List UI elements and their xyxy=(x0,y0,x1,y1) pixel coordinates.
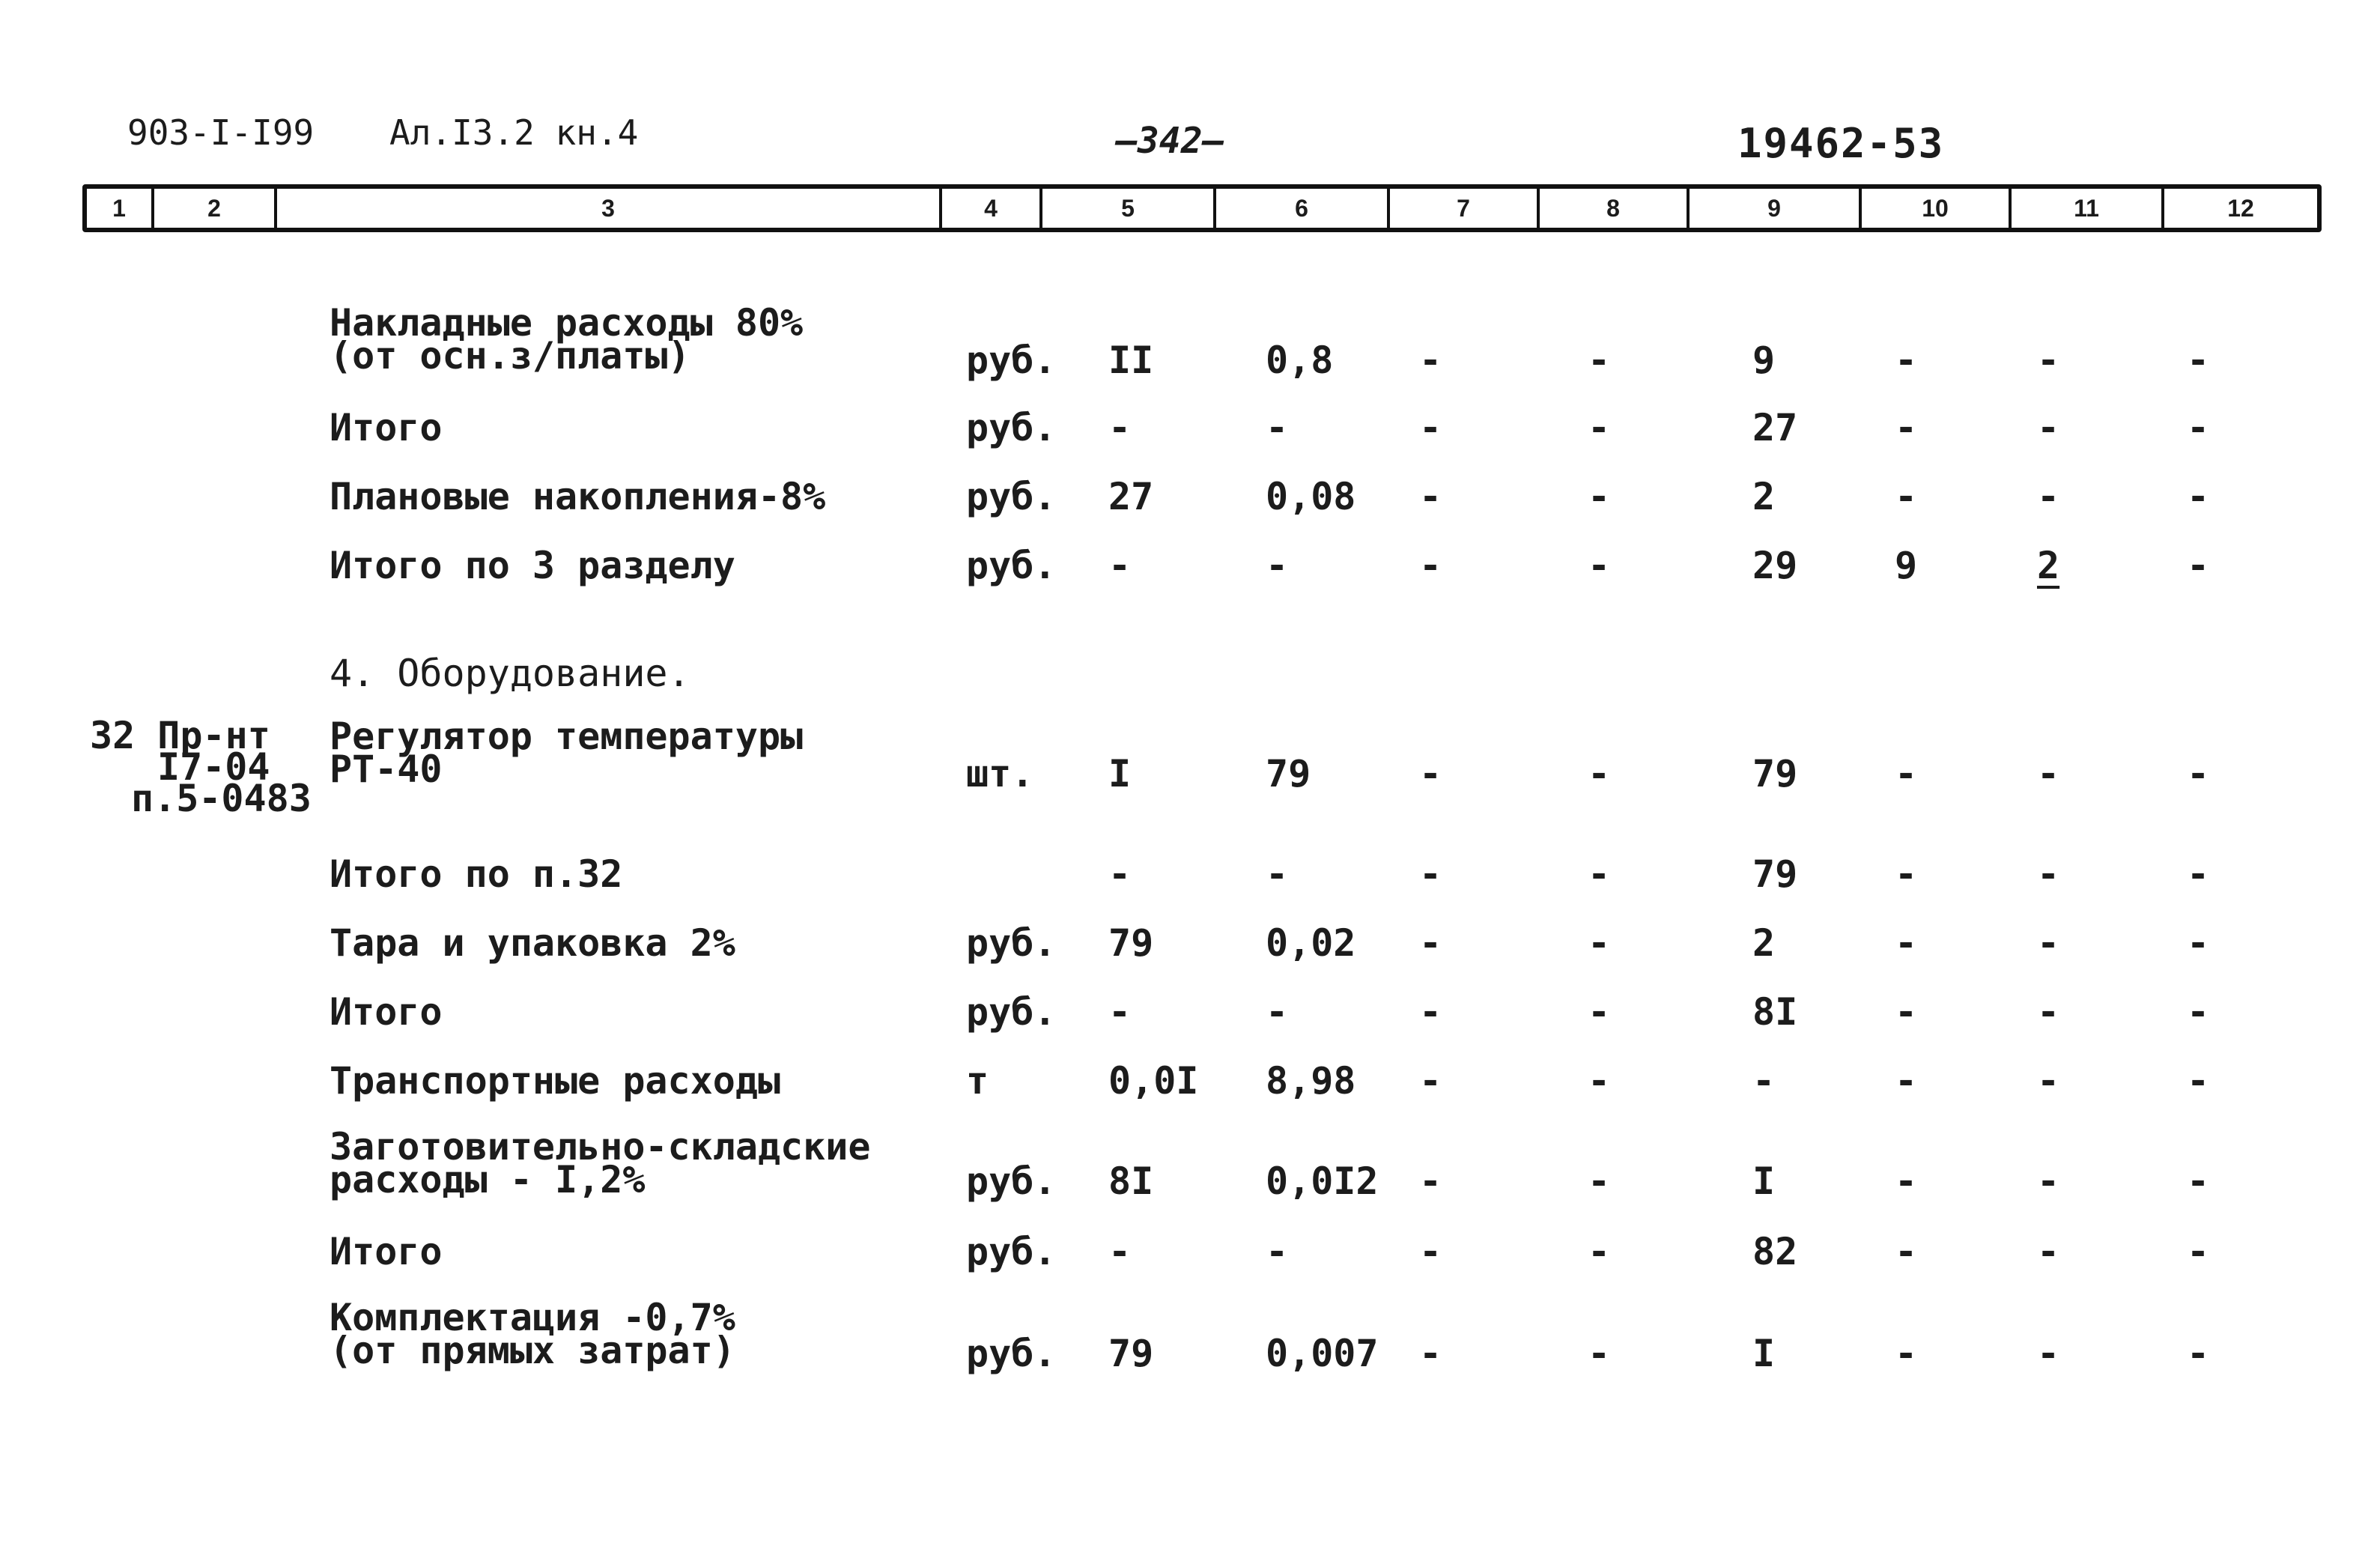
col-7-value: - xyxy=(1419,752,1442,795)
col-8-value: - xyxy=(1588,1332,1611,1375)
column-number: 6 xyxy=(1216,189,1390,228)
col-7-value: - xyxy=(1419,921,1442,965)
quantity: 79 xyxy=(1108,921,1154,965)
quantity: - xyxy=(1108,544,1132,587)
quantity: - xyxy=(1108,406,1132,449)
col-10-value: - xyxy=(1895,1332,1918,1375)
column-number: 10 xyxy=(1862,189,2012,228)
col-10-value: - xyxy=(1895,752,1918,795)
item-name: Итого xyxy=(330,406,443,449)
col-7-value: - xyxy=(1419,475,1442,518)
table-row xyxy=(0,1230,2380,1302)
table-row xyxy=(0,714,2380,820)
quantity: II xyxy=(1108,339,1154,382)
quantity: I xyxy=(1108,752,1132,795)
unit-cost: - xyxy=(1266,544,1289,587)
col-11-value: - xyxy=(2037,1160,2060,1203)
col-8-value: - xyxy=(1588,1230,1611,1273)
col-12-value: - xyxy=(2187,921,2210,965)
col-11-value: - xyxy=(2037,752,2060,795)
col-11-value: - xyxy=(2037,921,2060,965)
unit: руб. xyxy=(966,1160,1057,1203)
item-name: Заготовительно-складские xyxy=(330,1125,871,1168)
col-11-value: - xyxy=(2037,990,2060,1034)
unit-cost: - xyxy=(1266,406,1289,449)
item-name-cont: (от осн.з/платы) xyxy=(330,334,690,378)
item-name: Итого по 3 разделу xyxy=(330,544,735,587)
col-10-value: - xyxy=(1895,990,1918,1034)
unit: руб. xyxy=(966,921,1057,965)
col-7-value: - xyxy=(1419,990,1442,1034)
item-name: Итого xyxy=(330,1230,443,1273)
unit-cost: 0,02 xyxy=(1266,921,1356,965)
item-code-cont: I7-04 xyxy=(157,745,270,789)
col-7-value: - xyxy=(1419,852,1442,896)
col-9-value: 82 xyxy=(1752,1230,1798,1273)
album-reference: Ал.I3.2 кн.4 xyxy=(389,112,639,153)
col-9-value: 79 xyxy=(1752,852,1798,896)
col-8-value: - xyxy=(1588,339,1611,382)
col-8-value: - xyxy=(1588,852,1611,896)
item-name-cont: РТ-40 xyxy=(330,748,443,791)
quantity: 0,0I xyxy=(1108,1059,1199,1103)
item-code: 32 Пр-нт xyxy=(90,714,270,757)
item-name: Транспортные расходы xyxy=(330,1059,781,1103)
col-9-value: 2 xyxy=(1752,921,1776,965)
column-number: 5 xyxy=(1042,189,1216,228)
col-11-value: - xyxy=(2037,339,2060,382)
col-11-value: - xyxy=(2037,1332,2060,1375)
item-name: Итого по п.32 xyxy=(330,852,623,896)
col-11-value: - xyxy=(2037,475,2060,518)
item-name: Тара и упаковка 2% xyxy=(330,921,735,965)
col-11-value: - xyxy=(2037,852,2060,896)
col-9-value: I xyxy=(1752,1160,1776,1203)
col-8-value: - xyxy=(1588,544,1611,587)
unit-cost: 0,0I2 xyxy=(1266,1160,1379,1203)
col-12-value: - xyxy=(2187,544,2210,587)
unit: руб. xyxy=(966,406,1057,449)
col-8-value: - xyxy=(1588,406,1611,449)
col-10-value: - xyxy=(1895,475,1918,518)
column-number: 8 xyxy=(1540,189,1690,228)
unit-cost: - xyxy=(1266,990,1289,1034)
document-number: 19462-53 xyxy=(1737,120,1945,167)
table-row xyxy=(0,1059,2380,1131)
col-9-value: 29 xyxy=(1752,544,1798,587)
quantity: 8I xyxy=(1108,1160,1154,1203)
col-10-value: - xyxy=(1895,1160,1918,1203)
col-12-value: - xyxy=(2187,852,2210,896)
table-row xyxy=(0,1296,2380,1375)
unit: руб. xyxy=(966,339,1057,382)
col-10-value: - xyxy=(1895,406,1918,449)
table-row xyxy=(0,990,2380,1062)
col-11-value: - xyxy=(2037,406,2060,449)
quantity: 79 xyxy=(1108,1332,1154,1375)
table-row xyxy=(0,1125,2380,1203)
quantity: - xyxy=(1108,1230,1132,1273)
col-9-value: 9 xyxy=(1752,339,1776,382)
col-12-value: - xyxy=(2187,990,2210,1034)
quantity: - xyxy=(1108,990,1132,1034)
unit: шт. xyxy=(966,752,1034,795)
column-number: 7 xyxy=(1390,189,1540,228)
unit-cost: - xyxy=(1266,852,1289,896)
col-8-value: - xyxy=(1588,1160,1611,1203)
unit-cost: 0,08 xyxy=(1266,475,1356,518)
col-10-value: 9 xyxy=(1895,544,1918,587)
col-9-value: I xyxy=(1752,1332,1776,1375)
col-12-value: - xyxy=(2187,406,2210,449)
col-7-value: - xyxy=(1419,339,1442,382)
col-9-value: 27 xyxy=(1752,406,1798,449)
col-7-value: - xyxy=(1419,1059,1442,1103)
col-7-value: - xyxy=(1419,1332,1442,1375)
unit: руб. xyxy=(966,1332,1057,1375)
table-row xyxy=(0,852,2380,924)
unit-cost: 0,8 xyxy=(1266,339,1334,382)
col-7-value: - xyxy=(1419,1160,1442,1203)
col-8-value: - xyxy=(1588,752,1611,795)
col-10-value: - xyxy=(1895,1059,1918,1103)
col-7-value: - xyxy=(1419,544,1442,587)
item-name-cont: расходы - I,2% xyxy=(330,1158,646,1201)
table-row xyxy=(0,406,2380,478)
col-10-value: - xyxy=(1895,1230,1918,1273)
item-name-cont: (от прямых затрат) xyxy=(330,1329,735,1372)
col-10-value: - xyxy=(1895,921,1918,965)
col-11-value: - xyxy=(2037,1230,2060,1273)
unit: руб. xyxy=(966,475,1057,518)
col-11-value: 2 xyxy=(2037,544,2060,587)
column-number: 1 xyxy=(87,189,154,228)
section-heading: 4. Оборудование. xyxy=(330,652,690,695)
col-9-value: 79 xyxy=(1752,752,1798,795)
column-number: 4 xyxy=(942,189,1042,228)
unit-cost: 0,007 xyxy=(1266,1332,1379,1375)
unit: руб. xyxy=(966,1230,1057,1273)
quantity: - xyxy=(1108,852,1132,896)
unit-cost: - xyxy=(1266,1230,1289,1273)
item-name: Накладные расходы 80% xyxy=(330,301,804,345)
item-name: Итого xyxy=(330,990,443,1034)
page-number: —342— xyxy=(1116,120,1224,162)
table-row xyxy=(0,544,2380,616)
column-number-header xyxy=(82,184,2322,232)
column-number: 9 xyxy=(1690,189,1862,228)
col-8-value: - xyxy=(1588,1059,1611,1103)
unit: руб. xyxy=(966,990,1057,1034)
column-number: 3 xyxy=(277,189,942,228)
col-8-value: - xyxy=(1588,990,1611,1034)
item-name: Регулятор температуры xyxy=(330,715,804,758)
col-10-value: - xyxy=(1895,852,1918,896)
item-name: Комплектация -0,7% xyxy=(330,1296,735,1339)
table-row xyxy=(0,301,2380,382)
col-12-value: - xyxy=(2187,1332,2210,1375)
col-8-value: - xyxy=(1588,475,1611,518)
item-code-cont: п.5-0483 xyxy=(131,777,312,820)
col-12-value: - xyxy=(2187,1230,2210,1273)
col-12-value: - xyxy=(2187,1160,2210,1203)
col-9-value: - xyxy=(1752,1059,1776,1103)
table-row xyxy=(0,475,2380,547)
col-12-value: - xyxy=(2187,339,2210,382)
table-row xyxy=(0,921,2380,993)
col-10-value: - xyxy=(1895,339,1918,382)
unit: т xyxy=(966,1059,989,1103)
column-number: 2 xyxy=(154,189,277,228)
col-8-value: - xyxy=(1588,921,1611,965)
column-number: 11 xyxy=(2012,189,2164,228)
col-9-value: 2 xyxy=(1752,475,1776,518)
unit: руб. xyxy=(966,544,1057,587)
column-number: 12 xyxy=(2227,194,2254,222)
item-name: Плановые накопления-8% xyxy=(330,475,826,518)
col-12-value: - xyxy=(2187,475,2210,518)
unit-cost: 79 xyxy=(1266,752,1311,795)
document-code: 903-I-I99 xyxy=(127,112,315,153)
col-11-value: - xyxy=(2037,1059,2060,1103)
quantity: 27 xyxy=(1108,475,1154,518)
col-7-value: - xyxy=(1419,406,1442,449)
col-12-value: - xyxy=(2187,752,2210,795)
col-12-value: - xyxy=(2187,1059,2210,1103)
col-9-value: 8I xyxy=(1752,990,1798,1034)
unit-cost: 8,98 xyxy=(1266,1059,1356,1103)
col-7-value: - xyxy=(1419,1230,1442,1273)
